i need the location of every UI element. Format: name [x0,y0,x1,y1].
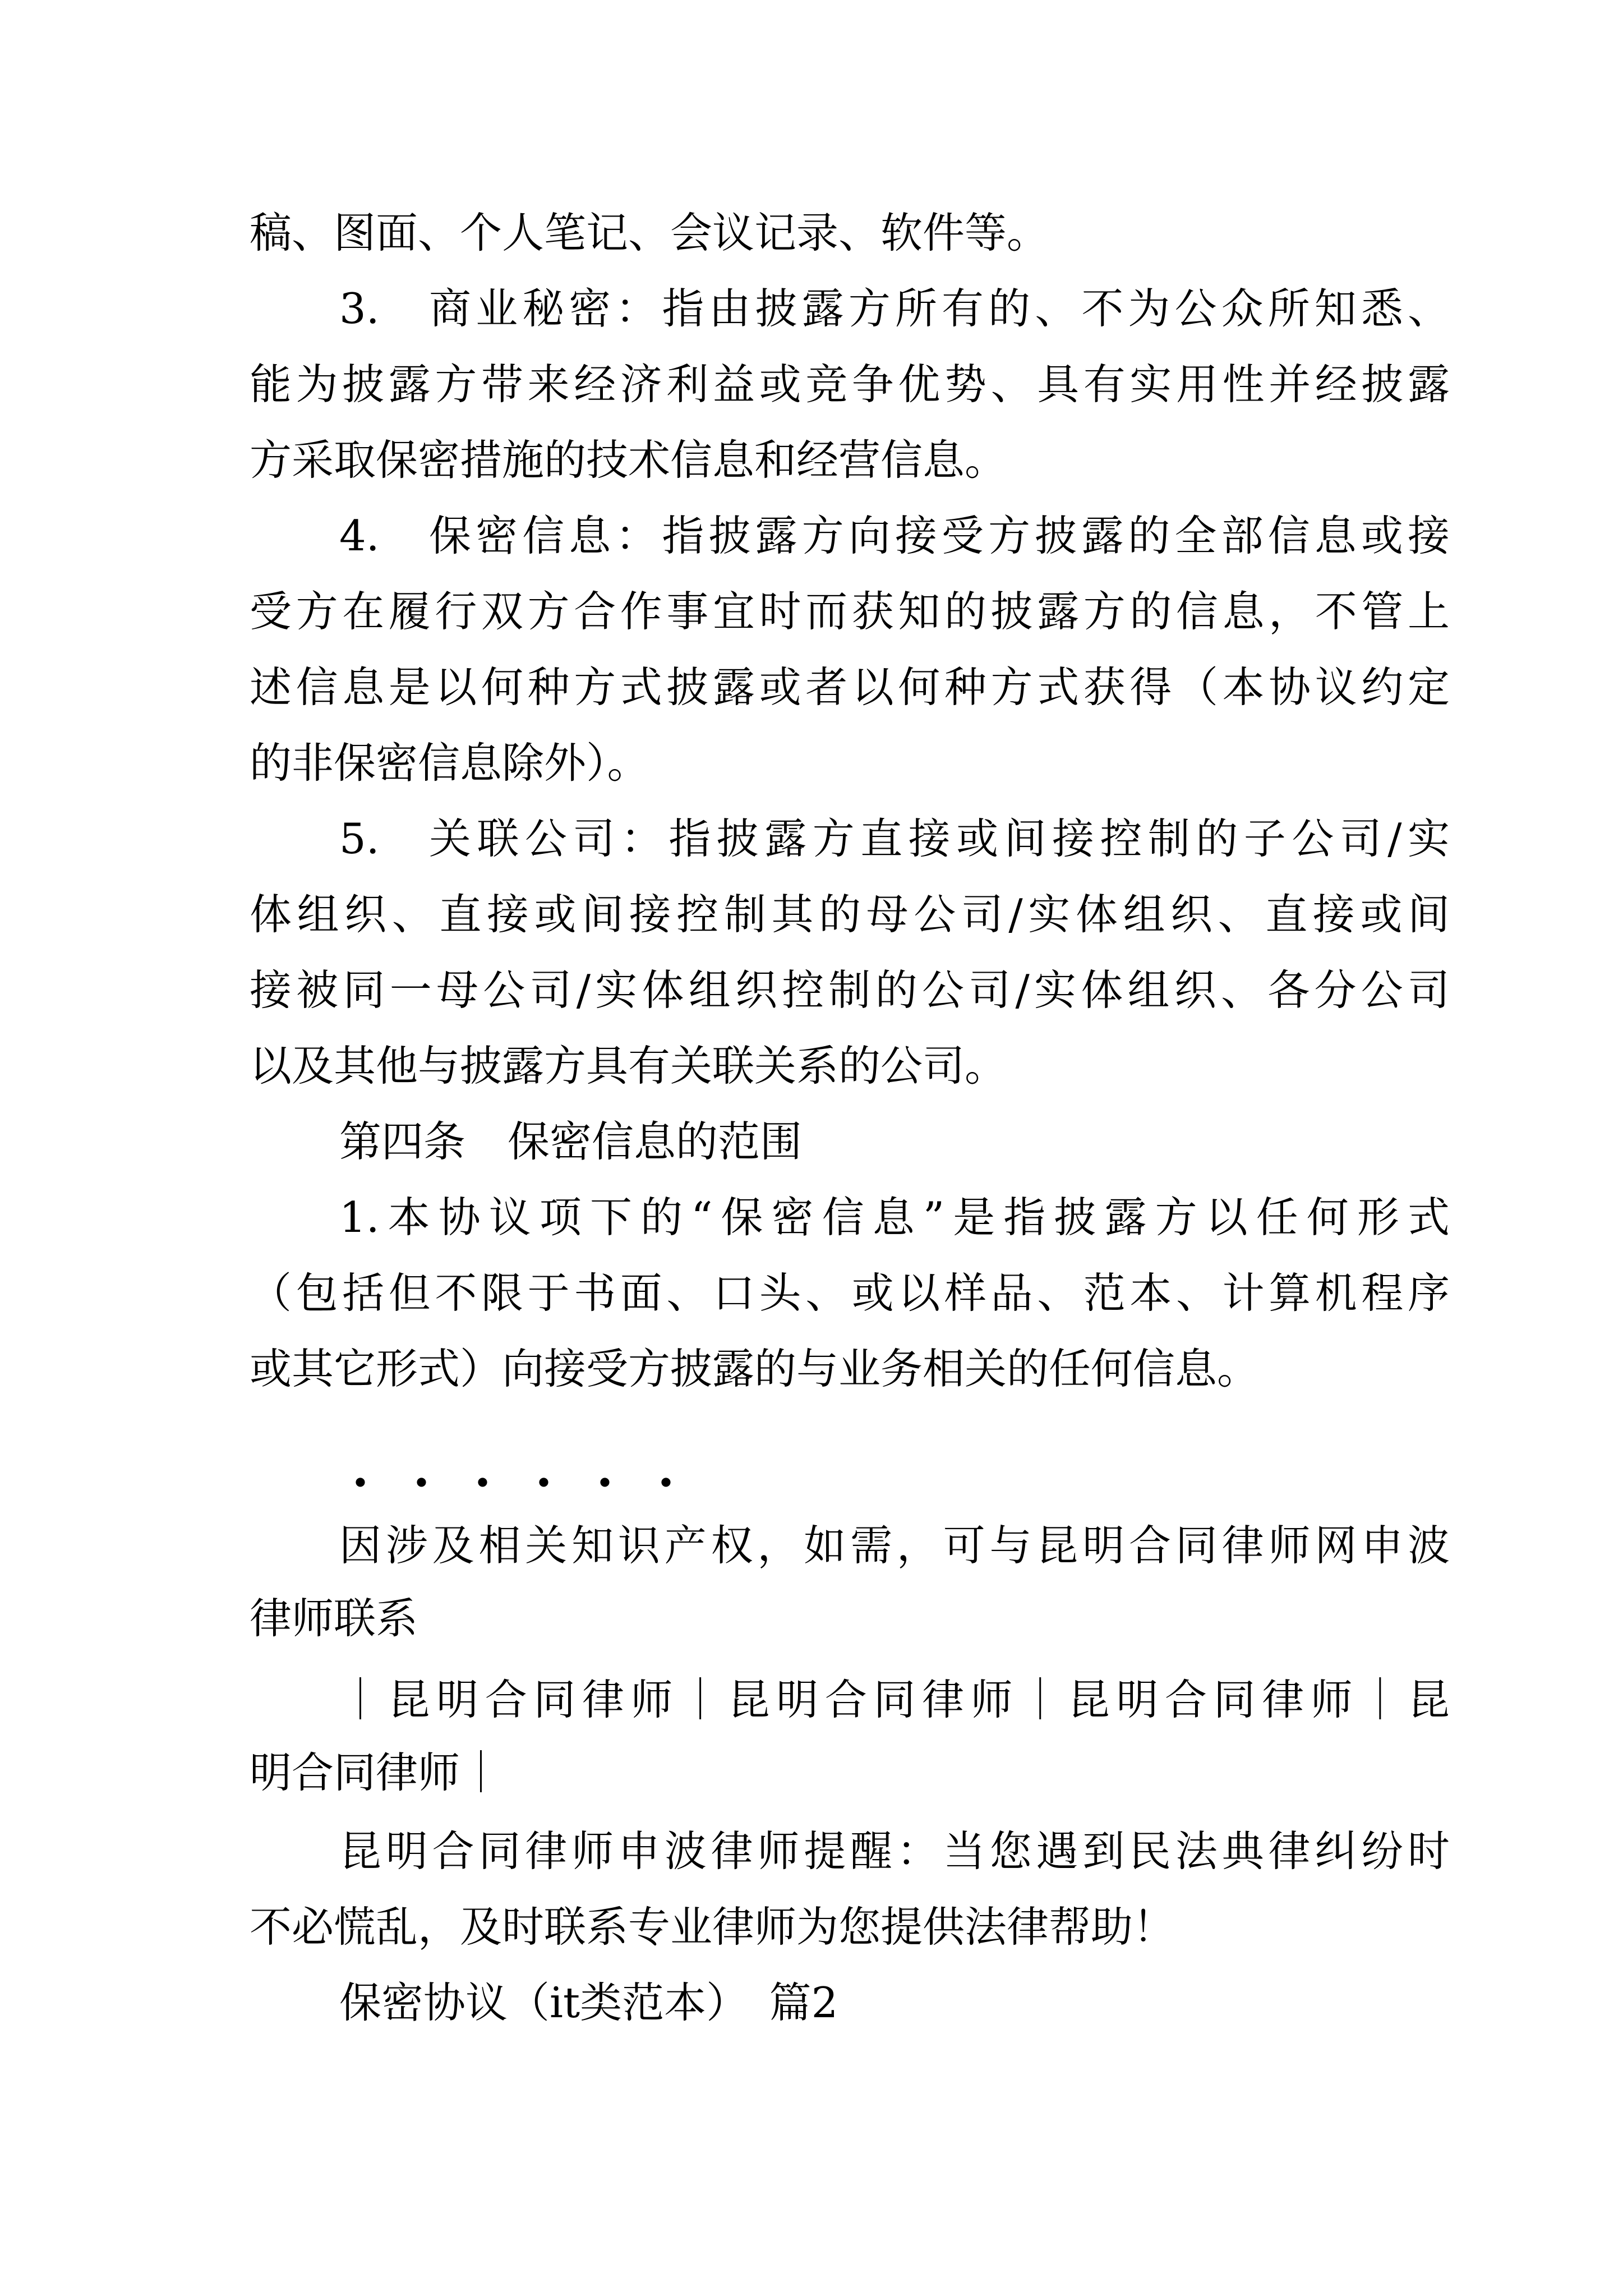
item2-tail-line: 稿、图面、个人笔记、会议记录、软件等。 [250,208,1049,257]
item3-line-2: 能为披露方带来经济利益或竞争优势、具有实用性并经披露 [250,360,1450,409]
links-line-2: 明合同律师｜ [250,1748,502,1797]
item4-line-2: 受方在履行双方合作事宜时而获知的披露方的信息，不管上 [250,587,1450,636]
next-section-title: 保密协议（it类范本） 篇2 [339,1978,838,2027]
item4-number: 4. [339,511,380,560]
item5-line-3: 接被同一母公司/实体组织控制的公司/实体组织、各分公司 [250,965,1450,1015]
item5-line-4: 以及其他与披露方具有关联关系的公司。 [250,1041,1007,1091]
item5-line-2: 体组织、直接或间接控制其的母公司/实体组织、直接或间 [250,890,1450,939]
article4-heading: 第四条 保密信息的范围 [339,1117,803,1166]
notice-line-2: 律师联系 [250,1594,418,1643]
links-line-1: ｜昆明合同律师｜昆明合同律师｜昆明合同律师｜昆 [339,1675,1450,1724]
item3-line-3: 方采取保密措施的技术信息和经营信息。 [250,435,1007,485]
article4-item1-line-2: （包括但不限于书面、口头、或以样品、范本、计算机程序 [250,1268,1450,1318]
ellipsis-dots: ・・・・・・ [339,1459,707,1508]
reminder-line-2: 不必慌乱，及时联系专业律师为您提供法律帮助！ [250,1902,1175,1952]
notice-line-1: 因涉及相关知识产权，如需，可与昆明合同律师网申波 [339,1521,1450,1570]
item4-line-1: 保密信息：指披露方向接受方披露的全部信息或接 [429,511,1450,560]
item4-line-3: 述信息是以何种方式披露或者以何种方式获得（本协议约定 [250,662,1450,712]
item5-line-1: 关联公司：指披露方直接或间接控制的子公司/实 [429,814,1450,863]
item5-number: 5. [339,814,380,863]
item3-line-1: 商业秘密：指由披露方所有的、不为公众所知悉、 [429,284,1450,333]
article4-item1-line-1: 1.本协议项下的“保密信息”是指披露方以任何形式 [339,1193,1450,1242]
item3-number: 3. [339,284,380,333]
article4-item1-line-3: 或其它形式）向接受方披露的与业务相关的任何信息。 [250,1344,1260,1393]
item4-line-4: 的非保密信息除外）。 [250,738,649,788]
reminder-line-1: 昆明合同律师申波律师提醒：当您遇到民法典律纠纷时 [339,1826,1450,1876]
